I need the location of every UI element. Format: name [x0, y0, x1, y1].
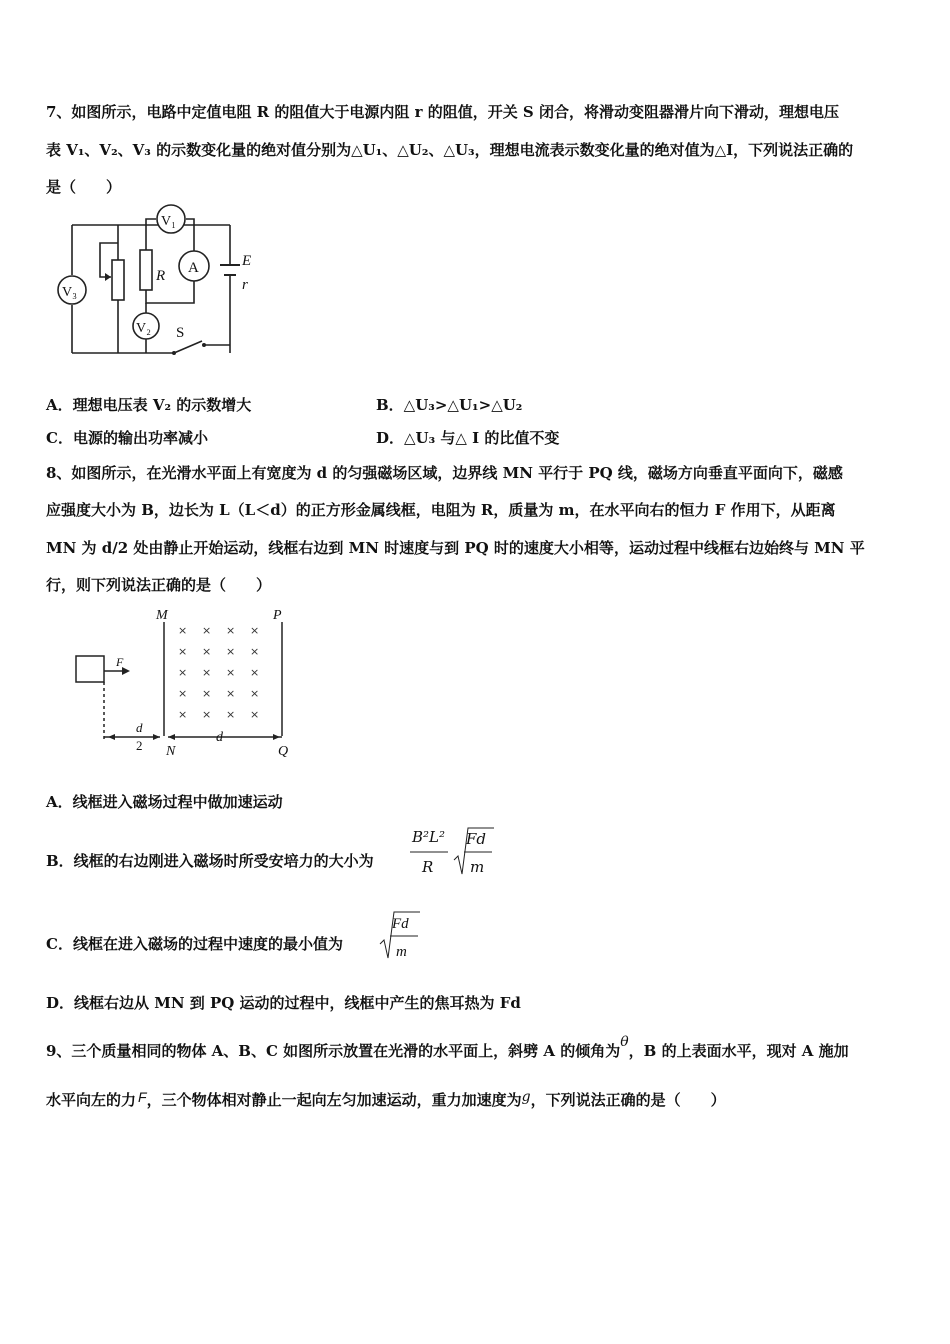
label-n: N [166, 744, 176, 759]
q9-line-2-text-c: ，下列说法正确的是（ ） [530, 1091, 726, 1109]
q8-option-b-formula [408, 824, 498, 878]
field-cross: × [250, 666, 260, 679]
switch-label: S [176, 325, 185, 341]
field-cross: × [178, 624, 188, 637]
field-cross: × [178, 666, 188, 679]
q9-line-2 [46, 1090, 726, 1111]
label-d-den: 2 [136, 738, 143, 753]
field-cross: × [250, 687, 260, 700]
q8-option-d[interactable]: D．线框右边从 MN 到 PQ 运动的过程中，线框中产生的焦耳热为 Fd [46, 994, 521, 1012]
field-cross: × [250, 645, 260, 658]
formula-c-root-denominator: m [396, 944, 407, 960]
field-cross: × [226, 624, 236, 637]
formula-b-root-denominator: m [470, 858, 485, 876]
q7-line-1: 7、如图所示，电路中定值电阻 R 的阻值大于电源内阻 r 的阻值，开关 S 闭合，将滑动变阻器滑片向下滑动，理想电压 [46, 103, 839, 121]
q7-line-3: 是（ ） [46, 178, 122, 196]
q8-magnetic-field-diagram [70, 604, 310, 764]
r-label: R [156, 268, 166, 284]
q8-line-4: 行，则下列说法正确的是（ ） [46, 576, 272, 594]
field-cross: × [202, 645, 212, 658]
q8-line-1: 8、如图所示，在光滑水平面上有宽度为 d 的匀强磁场区域，边界线 MN 平行于 PQ 线，磁场方向垂直平面向下，磁感 [46, 464, 843, 482]
v3-label: V₃ [62, 285, 77, 300]
field-cross: × [178, 645, 188, 658]
field-cross: × [226, 687, 236, 700]
field-crosses [178, 624, 259, 721]
field-cross: × [226, 666, 236, 679]
label-d: d [216, 730, 223, 745]
field-cross: × [202, 687, 212, 700]
q8-line-2: 应强度大小为 B，边长为 L（L＜d）的正方形金属线框，电阻为 R，质量为 m，在水平向右的恒力 F 作用下，从距离 [46, 501, 836, 519]
q7-option-d[interactable]: D．△U₃ 与△ I 的比值不变 [376, 429, 560, 447]
q7-line-2: 表 V₁、V₂、V₃ 的示数变化量的绝对值分别为△U₁、△U₂、△U₃，理想电流表示数变化量的绝对值为△I，下列说法正确的 [46, 141, 854, 159]
label-f: F [116, 655, 124, 669]
q8-option-c-formula [378, 908, 424, 960]
field-cross: × [202, 624, 212, 637]
label-p: P [273, 608, 282, 623]
formula-b-root-numerator: Fd [466, 830, 487, 848]
label-d-num: d [136, 720, 143, 735]
label-q: Q [278, 744, 289, 759]
q9-line-2-text-b: ，三个物体相对静止一起向左匀加速运动，重力加速度为 [146, 1091, 522, 1109]
formula-b-denominator: R [422, 858, 434, 876]
internal-resistance-label: r [242, 277, 248, 293]
emf-label: E [242, 253, 252, 269]
q8-option-b[interactable]: B．线框的右边刚进入磁场时所受安培力的大小为 [46, 852, 374, 870]
ammeter-label: A [188, 260, 199, 276]
v1-label: V₁ [161, 214, 176, 229]
field-cross: × [178, 687, 188, 700]
theta-symbol: θ [620, 1034, 629, 1050]
field-cross: × [250, 624, 260, 637]
resistor-r [140, 250, 152, 290]
q8-option-a[interactable]: A．线框进入磁场过程中做加速运动 [46, 793, 283, 811]
field-cross: × [226, 708, 236, 721]
q9-line-1-text-b: ，B 的上表面水平，现对 A 施加 [628, 1042, 849, 1060]
q8-option-c[interactable]: C．线框在进入磁场的过程中速度的最小值为 [46, 935, 343, 953]
field-cross: × [202, 666, 212, 679]
field-cross: × [202, 708, 212, 721]
field-cross: × [250, 708, 260, 721]
q7-option-b[interactable]: B．△U₃>△U₁>△U₂ [376, 396, 523, 414]
q9-line-1-text: 9、三个质量相同的物体 A、B、C 如图所示放置在光滑的水平面上，斜劈 A 的倾角为 [46, 1042, 621, 1060]
metal-frame [76, 656, 104, 682]
field-cross: × [226, 645, 236, 658]
q8-line-3: MN 为 d/2 处由静止开始运动，线框右边到 MN 时速度与到 PQ 时的速度大小相等，运动过程中线框右边始终与 MN 平 [46, 539, 865, 557]
formula-b-numerator: B²L² [412, 828, 446, 846]
field-cross: × [178, 708, 188, 721]
formula-c-root-numerator: Fd [392, 916, 409, 932]
q9-line-2-text-a: 水平向左的力 [46, 1091, 137, 1109]
label-m: M [156, 608, 168, 623]
q7-circuit-diagram [56, 205, 276, 365]
v2-label: V₂ [136, 321, 151, 336]
gravity-symbol: g [521, 1089, 531, 1105]
battery [220, 265, 240, 275]
q7-option-c[interactable]: C．电源的输出功率减小 [46, 429, 208, 447]
q9-line-1 [46, 1034, 849, 1062]
rheostat [112, 260, 124, 300]
force-symbol: F [138, 1089, 147, 1105]
q7-option-a[interactable]: A．理想电压表 V₂ 的示数增大 [46, 396, 252, 414]
